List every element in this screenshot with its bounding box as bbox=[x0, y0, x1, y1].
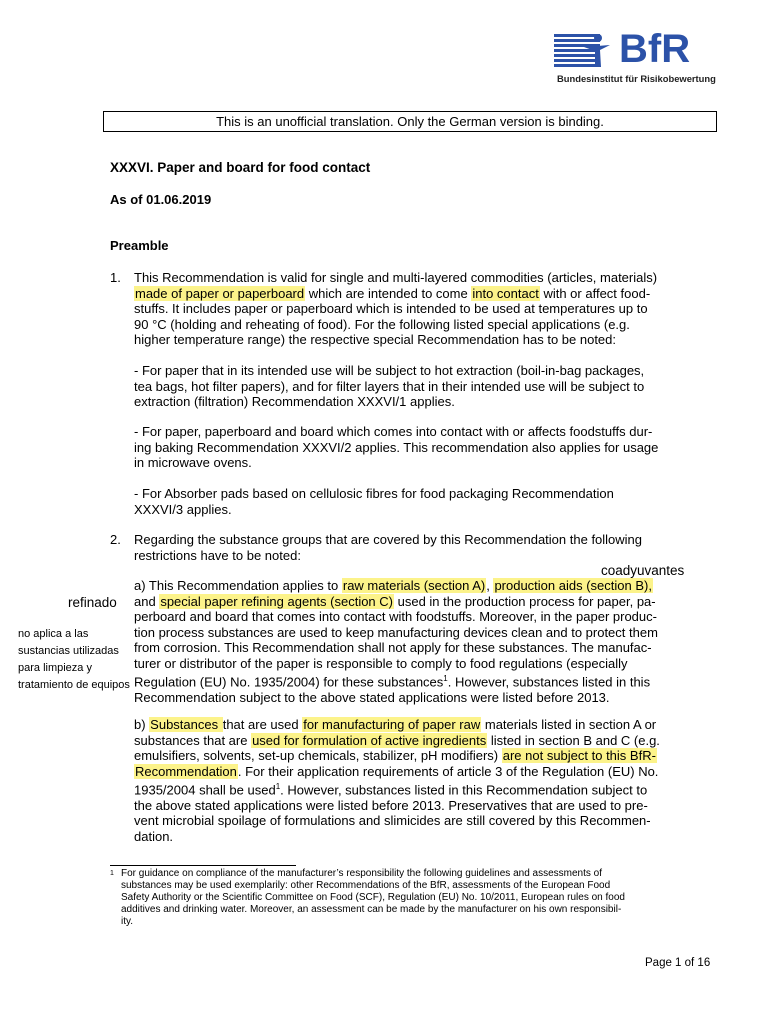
section-heading: Preamble bbox=[110, 238, 169, 253]
item-1-sub-3: - For Absorber pads based on cellulosic fibres for food packaging Recommendation XXXVI/3 applies. bbox=[134, 486, 614, 517]
item-2-a: a) This Recommendation applies to raw materials (section A), production aids (section B), and special paper refining agents (section C) used in the production process for paper, pa- perboard and board that comes into contact with foodstuffs. Moreover, in the paper produc- tion process substances are used to keep manufacturing devices clean and to protect them from corrosion. This Recommendation shall not apply for these substances. The manufac- turer or distributor of the paper is responsible to comply to food regulations (especially Regulation (EU) No. 1935/2004) for these substances$^1$. However, substances listed in this Recommendation subject to the above stated applications were listed before 2013. bbox=[134, 578, 658, 705]
bfr-logo bbox=[554, 27, 716, 87]
highlight: special paper refining agents (section C) bbox=[160, 593, 393, 609]
item-number: 2. bbox=[110, 532, 121, 547]
footnote-ref[interactable]: 1 bbox=[275, 782, 281, 791]
footnote-ref[interactable]: 1 bbox=[443, 674, 448, 683]
annotation-refinado: refinado bbox=[68, 595, 117, 610]
highlight: raw materials (section A) bbox=[342, 578, 486, 593]
highlight: into contact bbox=[472, 285, 539, 301]
item-1-sub-2: - For paper, paperboard and board which comes into contact with or affects foodstuffs dur- ing baking Recommendation XXXVI/2 applies. This recommendation also applies for usage in microwave ovens. bbox=[134, 424, 659, 470]
footnote-marker: 1 bbox=[110, 870, 114, 877]
logo-figure-icon bbox=[582, 33, 612, 69]
item-2-intro: Regarding the substance groups that are covered by this Recommendation the following restrictions have to be noted: bbox=[134, 532, 643, 563]
logo-wordmark: BfR bbox=[619, 27, 691, 71]
item-1-sub-1: - For paper that in its intended use will be subject to hot extraction (boil-in-bag packages, tea bags, hot filter papers), and for filter layers that in their intended use will be subject to extraction (filtration) Recommendation XXXVI/1 applies. bbox=[134, 363, 645, 409]
logo-subtitle: Bundesinstitut für Risikobewertung bbox=[557, 73, 716, 84]
footnote-divider bbox=[110, 865, 296, 866]
footnote: 1 For guidance on compliance of the manufacturer’s responsibility the following guidelines and assessments of substances may be used exemplarily: other Recommendations of the BfR, assessments of the European Food Safety Authority or the Scientific Committee on Food (SCF), Regulation (EU) No. 10/2011, European rules on food additives and drinking water. Moreover, an assessment can be made by the manufacturer on his own responsibil- ity. bbox=[110, 868, 625, 927]
highlight: for manufacturing of paper raw bbox=[303, 717, 481, 732]
item-1-text: This Recommendation is valid for single and multi-layered commodities (articles, materials) made of paper or paperboard which are intended to come into contact with or affect food- stuffs. It includes paper or paperboard which is intended to be used at temperatures up to 90 °C (holding and reheating of food). For the following listed special applications (e.g. higher temperature range) the respective special Recommendation has to be noted: bbox=[134, 270, 658, 347]
highlight: are not subject to this BfR- bbox=[502, 748, 656, 763]
annotation-note: no aplica a las sustancias utilizadas para limpieza y tratamiento de equipos bbox=[18, 628, 130, 691]
document-date: As of 01.06.2019 bbox=[110, 192, 212, 207]
highlight: Recommendation bbox=[135, 763, 237, 779]
highlight: made of paper or paperboard bbox=[135, 285, 305, 301]
page-number: Page 1 of 16 bbox=[645, 957, 711, 969]
highlight: Substances bbox=[150, 717, 222, 732]
highlight: production aids (section B), bbox=[494, 578, 652, 593]
document-title: XXXVI. Paper and board for food contact bbox=[110, 160, 371, 175]
item-2-b: b) Substances that are used for manufacturing of paper raw materials listed in section A or substances that are used for formulation of active ingredients listed in section B and C (e.g. emulsifiers, solvents, set-up chemicals, stabilizer, pH modifiers) are not subject to this BfR- Recommendation. For their application requirements of article 3 of the Regulation (EU) No. 1935/2004 shall be used$^1$. However, substances listed in this Recommendation subject to the above stated applications were listed before 2013. Preservatives that are used to pre- vent microbial spoilage of formulations and slimicides are still covered by this Recommen- dation. bbox=[134, 717, 660, 844]
item-number: 1. bbox=[110, 270, 121, 285]
annotation-coadyuvantes: coadyuvantes bbox=[601, 563, 685, 578]
highlight: used for formulation of active ingredients bbox=[252, 732, 487, 748]
translation-notice: This is an unofficial translation. Only the German version is binding. bbox=[103, 111, 717, 132]
